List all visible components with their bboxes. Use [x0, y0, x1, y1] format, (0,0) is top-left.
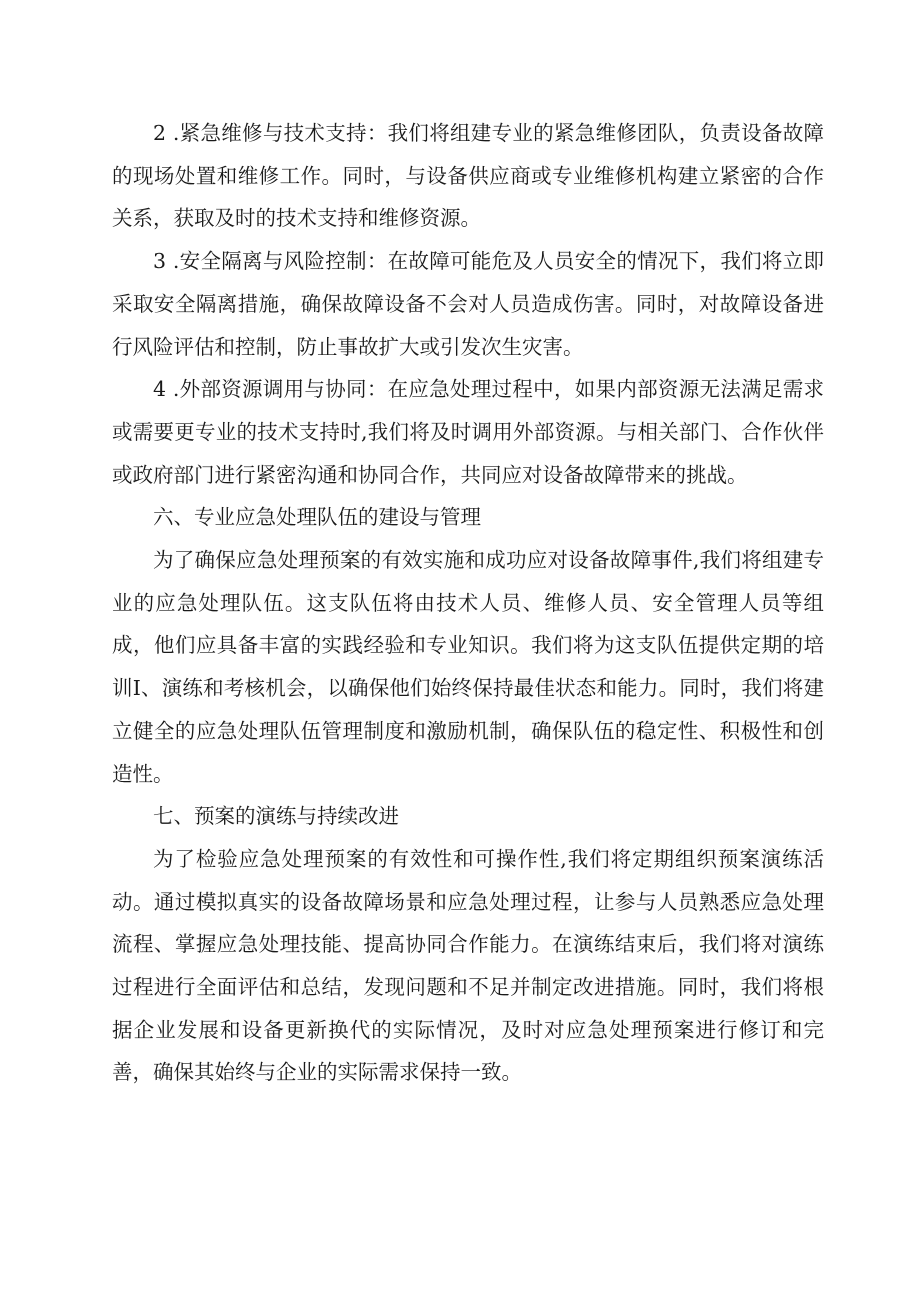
paragraph-section-6-body: 为了确保应急处理预案的有效实施和成功应对设备故障事件,我们将组建专业的应急处理队伍。这支队伍将由技术人员、维修人员、安全管理人员等组成，他们应具备丰富的实践经验和专业知识。我们将为这支队伍提供定期的培训I、演练和考核机会，以确保他们始终保持最佳状态和能力。同时，我们将建立健全的应急处理队伍管理制度和激励机制，确保队伍的稳定性、积极性和创造性。 [112, 548, 824, 786]
section-heading-6: 六、专业应急处理队伍的建设与管理 [153, 505, 481, 530]
paragraph-item-3: 3 .安全隔离与风险控制：在故障可能危及人员安全的情况下，我们将立即采取安全隔离措施，确保故障设备不会对人员造成伤害。同时，对故障设备进行风险评估和控制，防止事故扩大或引发次生灾害。 [112, 249, 824, 359]
document-page [112, 112, 824, 1094]
paragraph-item-4: 4 .外部资源调用与协同：在应急处理过程中，如果内部资源无法满足需求或需要更专业的技术支持时,我们将及时调用外部资源。与相关部门、合作伙伴或政府部门进行紧密沟通和协同合作，共同应对设备故障带来的挑战。 [112, 377, 824, 487]
section-heading-7: 七、预案的演练与持续改进 [153, 804, 399, 829]
paragraph-section-7-body: 为了检验应急处理预案的有效性和可操作性,我们将定期组织预案演练活动。通过模拟真实的设备故障场景和应急处理过程，让参与人员熟悉应急处理流程、掌握应急处理技能、提高协同合作能力。在演练结束后，我们将对演练过程进行全面评估和总结，发现问题和不足并制定改进措施。同时，我们将根据企业发展和设备更新换代的实际情况，及时对应急处理预案进行修订和完善，确保其始终与企业的实际需求保持一致。 [112, 846, 824, 1085]
paragraph-item-2: 2 .紧急维修与技术支持：我们将组建专业的紧急维修团队，负责设备故障的现场处置和维修工作。同时，与设备供应商或专业维修机构建立紧密的合作关系，获取及时的技术支持和维修资源。 [112, 121, 824, 231]
